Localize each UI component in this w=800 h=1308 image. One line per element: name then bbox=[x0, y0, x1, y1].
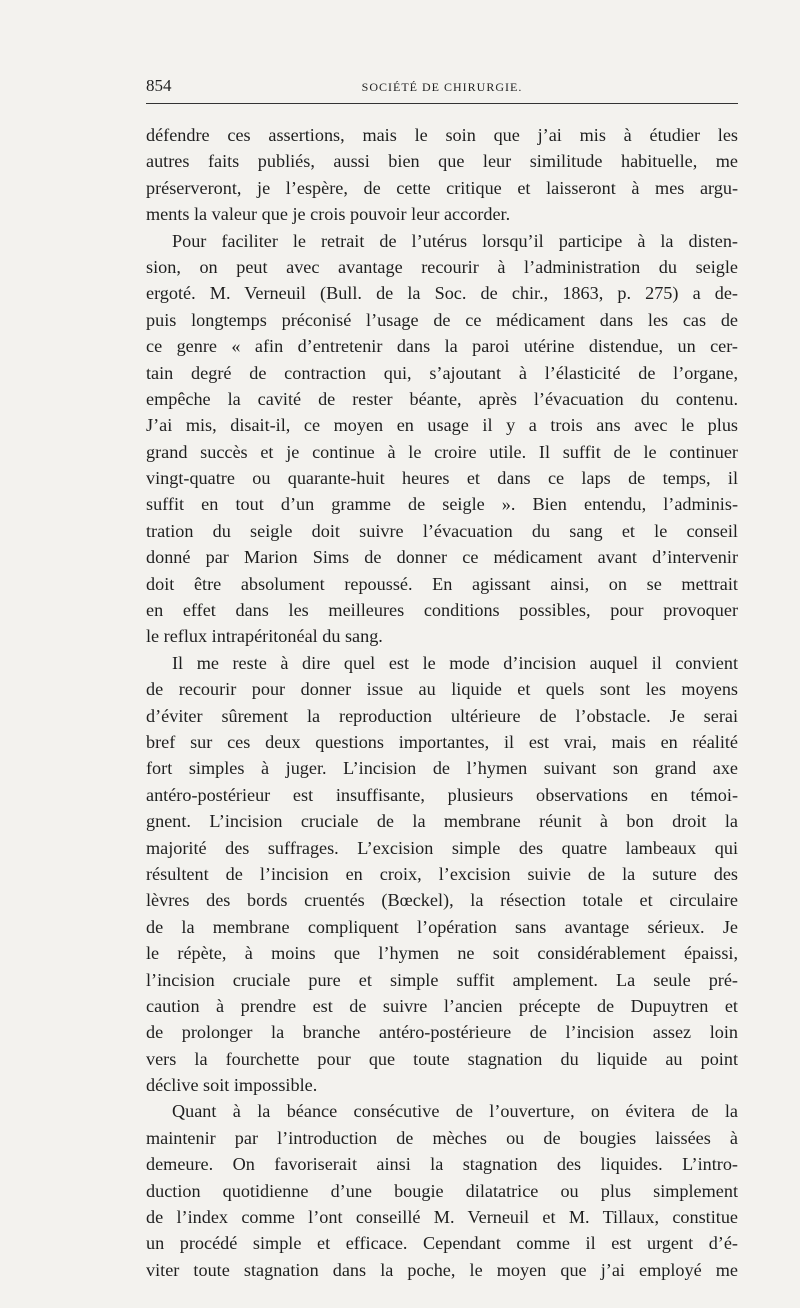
printed-page bbox=[146, 70, 738, 1280]
text-line: résultent de l’incision en croix, l’excision suivie de la suture des bbox=[146, 863, 738, 884]
text-line: l’incision cruciale pure et simple suffit amplement. La seule pré- bbox=[146, 969, 738, 990]
page-number: 854 bbox=[146, 76, 172, 95]
text-line: caution à prendre est de suivre l’ancien précepte de Dupuytren et bbox=[146, 995, 738, 1016]
text-line: suffit en tout d’un gramme de seigle ». Bien entendu, l’adminis- bbox=[146, 494, 738, 515]
text-line: d’éviter sûrement la reproduction ultérieure de l’obstacle. Je serai bbox=[146, 705, 738, 726]
text-line: de l’index comme l’ont conseillé M. Verneuil et M. Tillaux, constitue bbox=[146, 1207, 738, 1228]
header-rule bbox=[146, 103, 738, 104]
text-line: tration du seigle doit suivre l’évacuation du sang et le conseil bbox=[146, 520, 738, 541]
text-line: maintenir par l’introduction de mèches ou de bougies laissées à bbox=[146, 1127, 738, 1148]
text-line: de prolonger la branche antéro-postérieure de l’incision assez loin bbox=[146, 1022, 738, 1043]
text-line: demeure. On favoriserait ainsi la stagnation des liquides. L’intro- bbox=[146, 1154, 738, 1175]
text-line: en effet dans les meilleures conditions possibles, pour provoquer bbox=[146, 600, 738, 621]
text-line: puis longtemps préconisé l’usage de ce médicament dans les cas de bbox=[146, 309, 738, 330]
text-line: de recourir pour donner issue au liquide et quels sont les moyens bbox=[146, 679, 738, 700]
text-line: duction quotidienne d’une bougie dilatatrice ou plus simplement bbox=[146, 1180, 738, 1201]
text-line: le répète, à moins que l’hymen ne soit considérablement épaissi, bbox=[146, 943, 738, 964]
text-line: donné par Marion Sims de donner ce médicament avant d’intervenir bbox=[146, 547, 738, 568]
text-line: un procédé simple et efficace. Cependant comme il est urgent d’é- bbox=[146, 1233, 738, 1254]
text-line: ce genre « afin d’entretenir dans la paroi utérine distendue, un cer- bbox=[146, 336, 738, 357]
text-line: viter toute stagnation dans la poche, le moyen que j’ai employé me bbox=[146, 1259, 738, 1280]
text-line: bref sur ces deux questions importantes, il est vrai, mais en réalité bbox=[146, 731, 738, 752]
text-line: autres faits publiés, aussi bien que leur similitude habituelle, me bbox=[146, 151, 738, 172]
text-line: défendre ces assertions, mais le soin que j’ai mis à étudier les bbox=[146, 125, 738, 145]
text-line: gnent. L’incision cruciale de la membrane réunit à bon droit la bbox=[146, 811, 738, 832]
text-line: de la membrane compliquent l’opération sans avantage sérieux. Je bbox=[146, 916, 738, 937]
text-line: vingt-quatre ou quarante-huit heures et dans ce laps de temps, il bbox=[146, 468, 738, 489]
text-line: vers la fourchette pour que toute stagnation du liquide au point bbox=[146, 1048, 738, 1069]
text-line: J’ai mis, disait-il, ce moyen en usage il y a trois ans avec le plus bbox=[146, 415, 738, 436]
running-head: SOCIÉTÉ DE CHIRURGIE. bbox=[361, 80, 523, 94]
text-line: antéro-postérieur est insuffisante, plusieurs observations en témoi- bbox=[146, 784, 738, 805]
text-line: empêche la cavité de rester béante, après l’évacuation du contenu. bbox=[146, 388, 738, 409]
text-line: le reflux intrapéritonéal du sang. bbox=[146, 626, 383, 647]
text-line: sion, on peut avec avantage recourir à l’administration du seigle bbox=[146, 256, 738, 277]
text-line: ergoté. M. Verneuil (Bull. de la Soc. de chir., 1863, p. 275) a de- bbox=[146, 283, 738, 304]
body-text bbox=[146, 122, 738, 1283]
text-line: lèvres des bords cruentés (Bœckel), la résection totale et circulaire bbox=[146, 890, 738, 911]
text-line: majorité des suffrages. L’excision simple des quatre lambeaux qui bbox=[146, 837, 738, 858]
text-line: tain degré de contraction qui, s’ajoutant à l’élasticité de l’organe, bbox=[146, 362, 738, 383]
text-line: préserveront, je l’espère, de cette critique et laisseront à mes argu- bbox=[146, 177, 738, 198]
text-line: Il me reste à dire quel est le mode d’incision auquel il convient bbox=[172, 652, 738, 673]
page-header bbox=[146, 70, 738, 100]
text-line: Quant à la béance consécutive de l’ouverture, on évitera de la bbox=[172, 1101, 738, 1122]
text-line: déclive soit impossible. bbox=[146, 1075, 318, 1096]
text-line: grand succès et je continue à le croire utile. Il suffit de le continuer bbox=[146, 441, 738, 462]
text-line: fort simples à juger. L’incision de l’hymen suivant son grand axe bbox=[146, 758, 738, 779]
text-line: ments la valeur que je crois pouvoir leur accorder. bbox=[146, 204, 511, 225]
text-line: doit être absolument repoussé. En agissant ainsi, on se mettrait bbox=[146, 573, 738, 594]
text-line: Pour faciliter le retrait de l’utérus lorsqu’il participe à la disten- bbox=[172, 230, 738, 251]
